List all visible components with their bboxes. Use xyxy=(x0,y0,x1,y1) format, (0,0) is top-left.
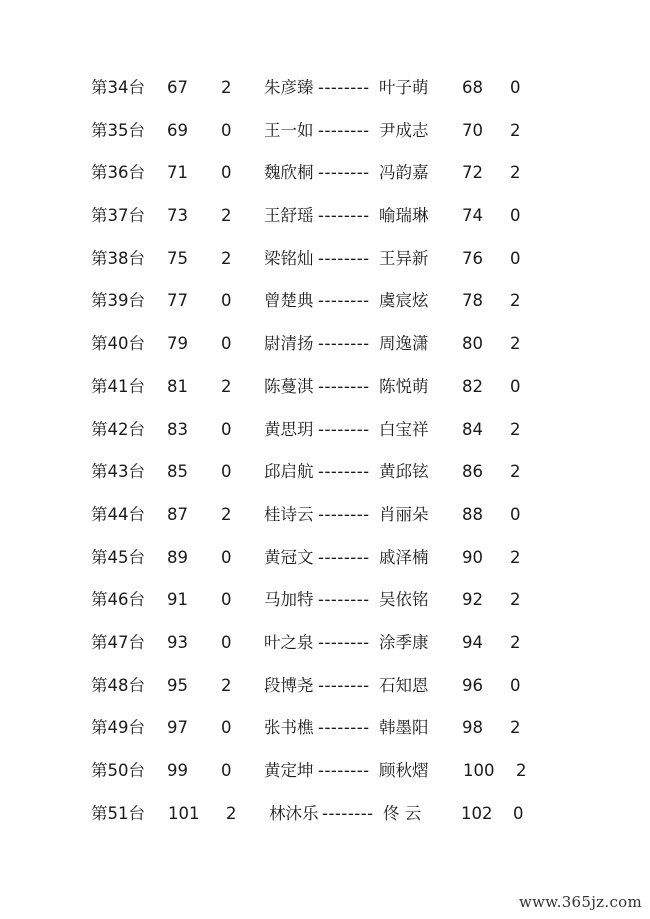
player1-score: 2 xyxy=(221,504,232,524)
player2-score: 2 xyxy=(510,419,521,439)
player1-score: 0 xyxy=(221,547,232,567)
player2-number: 100 xyxy=(463,761,495,780)
player1-number: 93 xyxy=(167,632,188,652)
table-number: 第38台 xyxy=(91,248,145,268)
player2-number: 82 xyxy=(462,376,483,396)
table-number: 第41台 xyxy=(91,376,145,396)
player1-name: 魏欣桐 xyxy=(264,163,314,183)
player1-score: 2 xyxy=(221,78,232,97)
table-number: 第46台 xyxy=(91,590,145,610)
table-number: 第40台 xyxy=(91,334,145,354)
player2-number: 72 xyxy=(462,163,483,183)
pairing-row xyxy=(0,237,650,280)
table-number: 第42台 xyxy=(91,419,145,439)
player2-number: 92 xyxy=(462,590,483,610)
vs-separator: -------- xyxy=(322,803,374,823)
player1-score: 2 xyxy=(221,675,232,695)
player1-name: 陈蔓淇 xyxy=(264,376,314,396)
pairing-row xyxy=(0,194,650,237)
player2-name: 戚泽楠 xyxy=(379,547,429,567)
player2-name: 吴依铭 xyxy=(379,590,429,610)
vs-separator: -------- xyxy=(318,291,370,311)
player2-score: 2 xyxy=(510,120,521,140)
table-number: 第51台 xyxy=(91,803,145,823)
player2-name: 黄邱铉 xyxy=(379,462,429,482)
player1-number: 89 xyxy=(167,547,188,567)
table-number: 第49台 xyxy=(91,718,145,738)
pairing-row xyxy=(0,792,650,835)
player2-score: 2 xyxy=(510,462,521,482)
player1-score: 0 xyxy=(221,718,232,738)
player1-number: 75 xyxy=(167,248,188,268)
player2-name: 王异新 xyxy=(379,248,429,268)
player1-number: 87 xyxy=(167,504,188,524)
player1-name: 曾楚典 xyxy=(264,291,314,311)
player1-number: 97 xyxy=(167,718,188,738)
player2-number: 68 xyxy=(462,78,483,97)
vs-separator: -------- xyxy=(318,419,370,439)
player2-number: 84 xyxy=(462,419,483,439)
player1-number: 83 xyxy=(167,419,188,439)
player1-name: 黄思玥 xyxy=(264,419,314,439)
player1-name: 王一如 xyxy=(264,120,314,140)
player1-name: 黄冠文 xyxy=(264,547,314,567)
player2-name: 石知恩 xyxy=(379,675,429,695)
pairing-row xyxy=(0,536,650,579)
player2-number: 98 xyxy=(462,718,483,738)
player1-name: 马加特 xyxy=(264,590,314,610)
player1-score: 0 xyxy=(221,632,232,652)
player1-name: 黄定坤 xyxy=(264,761,314,780)
player2-name: 顾秋熠 xyxy=(379,761,429,780)
player2-name: 喻瑞琳 xyxy=(379,206,429,226)
player2-score: 2 xyxy=(510,718,521,738)
player2-score: 2 xyxy=(510,590,521,610)
player1-number: 79 xyxy=(167,334,188,354)
table-number: 第34台 xyxy=(91,78,145,97)
player2-number: 76 xyxy=(462,248,483,268)
table-number: 第39台 xyxy=(91,291,145,311)
pairing-row xyxy=(0,322,650,365)
vs-separator: -------- xyxy=(318,78,370,97)
player2-number: 88 xyxy=(462,504,483,524)
vs-separator: -------- xyxy=(318,547,370,567)
player2-score: 2 xyxy=(510,632,521,652)
player1-score: 0 xyxy=(221,761,232,780)
player2-score: 0 xyxy=(510,78,521,97)
player2-score: 0 xyxy=(510,376,521,396)
player1-score: 2 xyxy=(221,206,232,226)
player2-name: 尹成志 xyxy=(379,120,429,140)
pairing-row xyxy=(0,408,650,451)
table-number: 第37台 xyxy=(91,206,145,226)
player2-name: 虞宸炫 xyxy=(379,291,429,311)
table-number: 第43台 xyxy=(91,462,145,482)
player2-number: 96 xyxy=(462,675,483,695)
table-number: 第48台 xyxy=(91,675,145,695)
vs-separator: -------- xyxy=(318,248,370,268)
player1-name: 张书樵 xyxy=(264,718,314,738)
vs-separator: -------- xyxy=(318,376,370,396)
vs-separator: -------- xyxy=(318,462,370,482)
vs-separator: -------- xyxy=(318,334,370,354)
pairing-row xyxy=(0,749,650,792)
player1-score: 0 xyxy=(221,291,232,311)
table-number: 第50台 xyxy=(91,761,145,780)
pairing-row xyxy=(0,450,650,493)
player1-number: 67 xyxy=(167,78,188,97)
player1-number: 85 xyxy=(167,462,188,482)
player1-number: 91 xyxy=(167,590,188,610)
vs-separator: -------- xyxy=(318,120,370,140)
pairings-list xyxy=(0,66,650,834)
player2-name: 陈悦萌 xyxy=(379,376,429,396)
player2-number: 86 xyxy=(462,462,483,482)
vs-separator: -------- xyxy=(318,590,370,610)
player2-score: 2 xyxy=(510,547,521,567)
player1-name: 王舒瑶 xyxy=(264,206,314,226)
site-watermark: www.365jz.com xyxy=(518,893,642,911)
player2-number: 70 xyxy=(462,120,483,140)
player1-score: 2 xyxy=(221,376,232,396)
player2-score: 0 xyxy=(513,803,524,823)
player1-name: 段博尧 xyxy=(264,675,314,695)
vs-separator: -------- xyxy=(318,206,370,226)
player2-score: 2 xyxy=(510,163,521,183)
player2-name: 叶子萌 xyxy=(379,78,429,97)
player2-name: 韩墨阳 xyxy=(379,718,429,738)
player2-name: 周逸潇 xyxy=(379,334,429,354)
table-number: 第45台 xyxy=(91,547,145,567)
player2-score: 0 xyxy=(510,504,521,524)
player2-number: 80 xyxy=(462,334,483,354)
player2-name: 肖丽朵 xyxy=(379,504,429,524)
player1-number: 71 xyxy=(167,163,188,183)
pairing-row xyxy=(0,365,650,408)
player2-number: 102 xyxy=(461,803,493,823)
player1-score: 0 xyxy=(221,163,232,183)
player2-name: 佟 云 xyxy=(383,803,422,823)
player1-number: 73 xyxy=(167,206,188,226)
vs-separator: -------- xyxy=(318,675,370,695)
player2-score: 0 xyxy=(510,206,521,226)
player1-number: 81 xyxy=(167,376,188,396)
player2-score: 0 xyxy=(510,248,521,268)
player2-number: 90 xyxy=(462,547,483,567)
player1-number: 101 xyxy=(168,803,200,823)
pairing-row xyxy=(0,109,650,152)
table-number: 第47台 xyxy=(91,632,145,652)
player1-number: 99 xyxy=(167,761,188,780)
player1-score: 2 xyxy=(221,248,232,268)
pairing-row xyxy=(0,578,650,621)
player2-number: 94 xyxy=(462,632,483,652)
vs-separator: -------- xyxy=(318,504,370,524)
vs-separator: -------- xyxy=(318,718,370,738)
pairing-row xyxy=(0,664,650,707)
table-number: 第35台 xyxy=(91,120,145,140)
player1-name: 尉清扬 xyxy=(264,334,314,354)
player1-name: 邱启航 xyxy=(264,462,314,482)
table-number: 第44台 xyxy=(91,504,145,524)
player1-score: 0 xyxy=(221,462,232,482)
pairing-row xyxy=(0,279,650,322)
player1-number: 95 xyxy=(167,675,188,695)
player1-name: 林沐乐 xyxy=(269,803,319,823)
player1-score: 0 xyxy=(221,334,232,354)
player2-name: 涂季康 xyxy=(379,632,429,652)
pairing-row xyxy=(0,706,650,749)
player1-score: 0 xyxy=(221,419,232,439)
player1-name: 桂诗云 xyxy=(264,504,314,524)
player2-score: 2 xyxy=(516,761,527,780)
vs-separator: -------- xyxy=(318,632,370,652)
player2-score: 2 xyxy=(510,291,521,311)
player2-name: 冯韵嘉 xyxy=(379,163,429,183)
pairing-row xyxy=(0,621,650,664)
player1-number: 69 xyxy=(167,120,188,140)
pairing-row xyxy=(0,66,650,109)
player2-score: 2 xyxy=(510,334,521,354)
player1-score: 0 xyxy=(221,590,232,610)
player1-score: 2 xyxy=(226,803,237,823)
vs-separator: -------- xyxy=(318,163,370,183)
player1-name: 叶之泉 xyxy=(264,632,314,652)
table-number: 第36台 xyxy=(91,163,145,183)
player2-name: 白宝祥 xyxy=(379,419,429,439)
vs-separator: -------- xyxy=(318,761,370,780)
pairing-row xyxy=(0,151,650,194)
player2-number: 78 xyxy=(462,291,483,311)
player1-name: 朱彦臻 xyxy=(264,78,314,97)
pairing-row xyxy=(0,493,650,536)
player2-score: 0 xyxy=(510,675,521,695)
player2-number: 74 xyxy=(462,206,483,226)
player1-score: 0 xyxy=(221,120,232,140)
player1-name: 梁铭灿 xyxy=(264,248,314,268)
player1-number: 77 xyxy=(167,291,188,311)
